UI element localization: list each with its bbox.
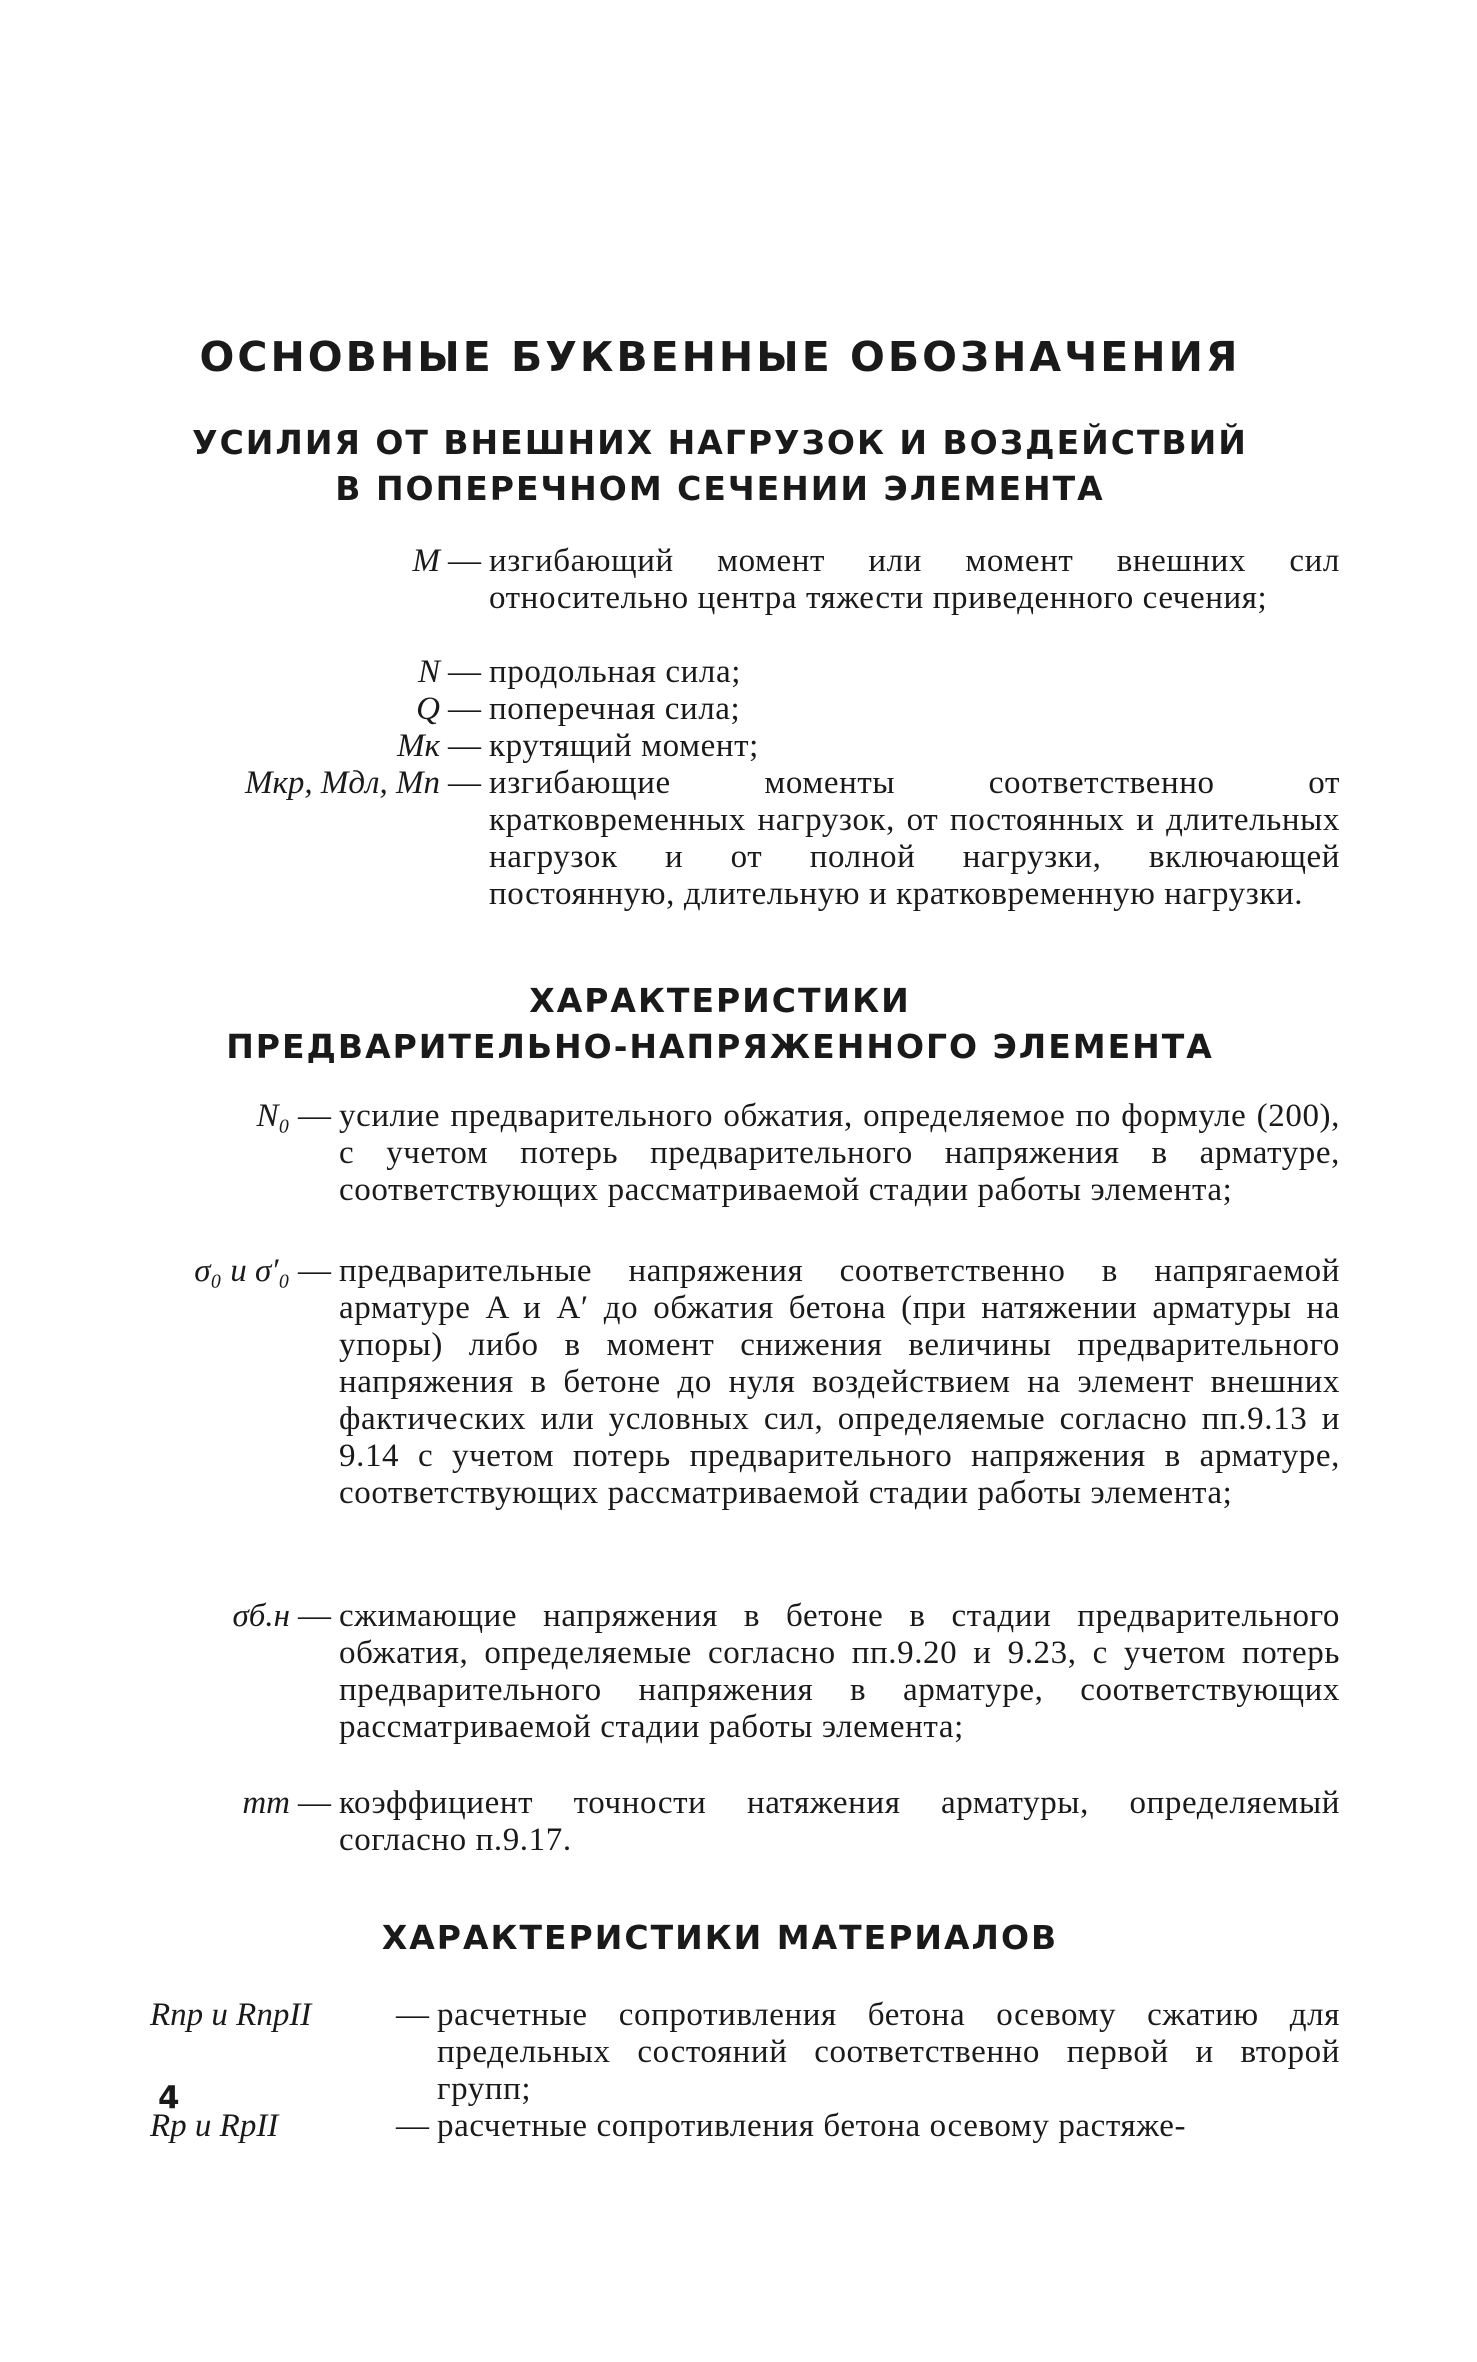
list-item (150, 765, 1340, 913)
term-symbol: Mкр, Mдл, Mп (245, 765, 440, 801)
section-heading-forces (160, 420, 1280, 512)
list-item (150, 2108, 1340, 2145)
term-dash: — (396, 2108, 429, 2144)
term-definition: коэффициент точности натяжения арматуры, определяемый согласно п.9.17. (339, 1785, 1340, 1858)
section-heading-prestressed (160, 978, 1280, 1070)
term-dash: — (298, 1785, 331, 1821)
section-heading-line: УСИЛИЯ ОТ ВНЕШНИХ НАГРУЗОК И ВОЗДЕЙСТВИЙ (192, 423, 1248, 462)
term-definition: расчетные сопротивления бетона осевому сжатию для предельных состояний соответственно первой и второй групп; (437, 1997, 1340, 2107)
term-dash: — (448, 765, 481, 801)
page-title: ОСНОВНЫЕ БУКВЕННЫЕ ОБОЗНАЧЕНИЯ (199, 333, 1241, 381)
term-symbol: σб.н (232, 1598, 290, 1634)
section-heading-line: ХАРАКТЕРИСТИКИ (529, 981, 911, 1020)
term-definition: поперечная сила; (489, 691, 741, 727)
term-definition: усилие предварительного обжатия, определяемое по формуле (200), с учетом потерь предварительного напряжения в арматуре, соответствующих рассматриваемой стадии работы элемента; (339, 1098, 1340, 1208)
term-symbol: M (412, 543, 440, 579)
term-definition: предварительные напряжения соответственно в напрягаемой арматуре A и A′ до обжатия бетона (при натяжении арматуры на упоры) либо в момент снижения величины предварительного напряжения в бетоне до нуля воздействием на элемент внешних фактических или условных сил, определяемые согласно пп.9.13 и 9.14 с учетом потерь предварительного напряжения в арматуре, соответствующих рассматриваемой стадии работы элемента; (339, 1253, 1340, 1511)
term-symbol: Q (416, 691, 440, 727)
page-number: 4 (158, 2080, 180, 2116)
list-item (150, 1253, 1340, 1512)
term-dash: — (448, 543, 481, 579)
term-dash: — (448, 728, 481, 764)
list-item (150, 543, 1340, 617)
list-item (150, 1785, 1340, 1859)
term-definition: расчетные сопротивления бетона осевому растяже- (437, 2108, 1187, 2144)
list-item (150, 1598, 1340, 1746)
term-dash: — (448, 654, 481, 690)
term-symbol: mт (242, 1785, 290, 1821)
term-definition: крутящий момент; (489, 728, 759, 764)
list-item (150, 654, 1340, 691)
term-dash: — (298, 1253, 331, 1289)
section-heading-line: ПРЕДВАРИТЕЛЬНО-НАПРЯЖЕННОГО ЭЛЕМЕНТА (226, 1027, 1214, 1066)
section-heading-materials: ХАРАКТЕРИСТИКИ МАТЕРИАЛОВ (381, 1918, 1059, 1957)
term-definition: продольная сила; (489, 654, 742, 690)
term-dash: — (298, 1098, 331, 1134)
term-symbol: Mк (397, 728, 440, 764)
term-symbol: N₀ (256, 1098, 290, 1134)
section-heading-line: В ПОПЕРЕЧНОМ СЕЧЕНИИ ЭЛЕМЕНТА (335, 469, 1105, 508)
term-dash: — (448, 691, 481, 727)
term-dash: — (396, 1997, 429, 2033)
list-item (150, 1997, 1340, 2108)
term-definition: сжимающие напряжения в бетоне в стадии предварительного обжатия, определяемые согласно пп.9.20 и 9.23, с учетом потерь предварительного напряжения в арматуре, соответствующих рассматриваемой стадии работы элемента; (339, 1598, 1340, 1745)
term-definition: изгибающие моменты соответственно от кратковременных нагрузок, от постоянных и длительных нагрузок и от полной нагрузки, включающей постоянную, длительную и кратковременную нагрузки. (489, 765, 1340, 912)
term-symbol: σ₀ и σ′₀ (194, 1253, 290, 1289)
list-item (150, 728, 1340, 765)
term-symbol: Rпр и RпрII (150, 1997, 312, 2033)
term-symbol: Rр и RрII (150, 2108, 279, 2144)
list-item (150, 1098, 1340, 1209)
term-symbol: N (417, 654, 440, 690)
term-dash: — (298, 1598, 331, 1634)
term-definition: изгибающий момент или момент внешних сил относительно центра тяжести приведенного сечения; (489, 543, 1340, 616)
list-item (150, 691, 1340, 728)
